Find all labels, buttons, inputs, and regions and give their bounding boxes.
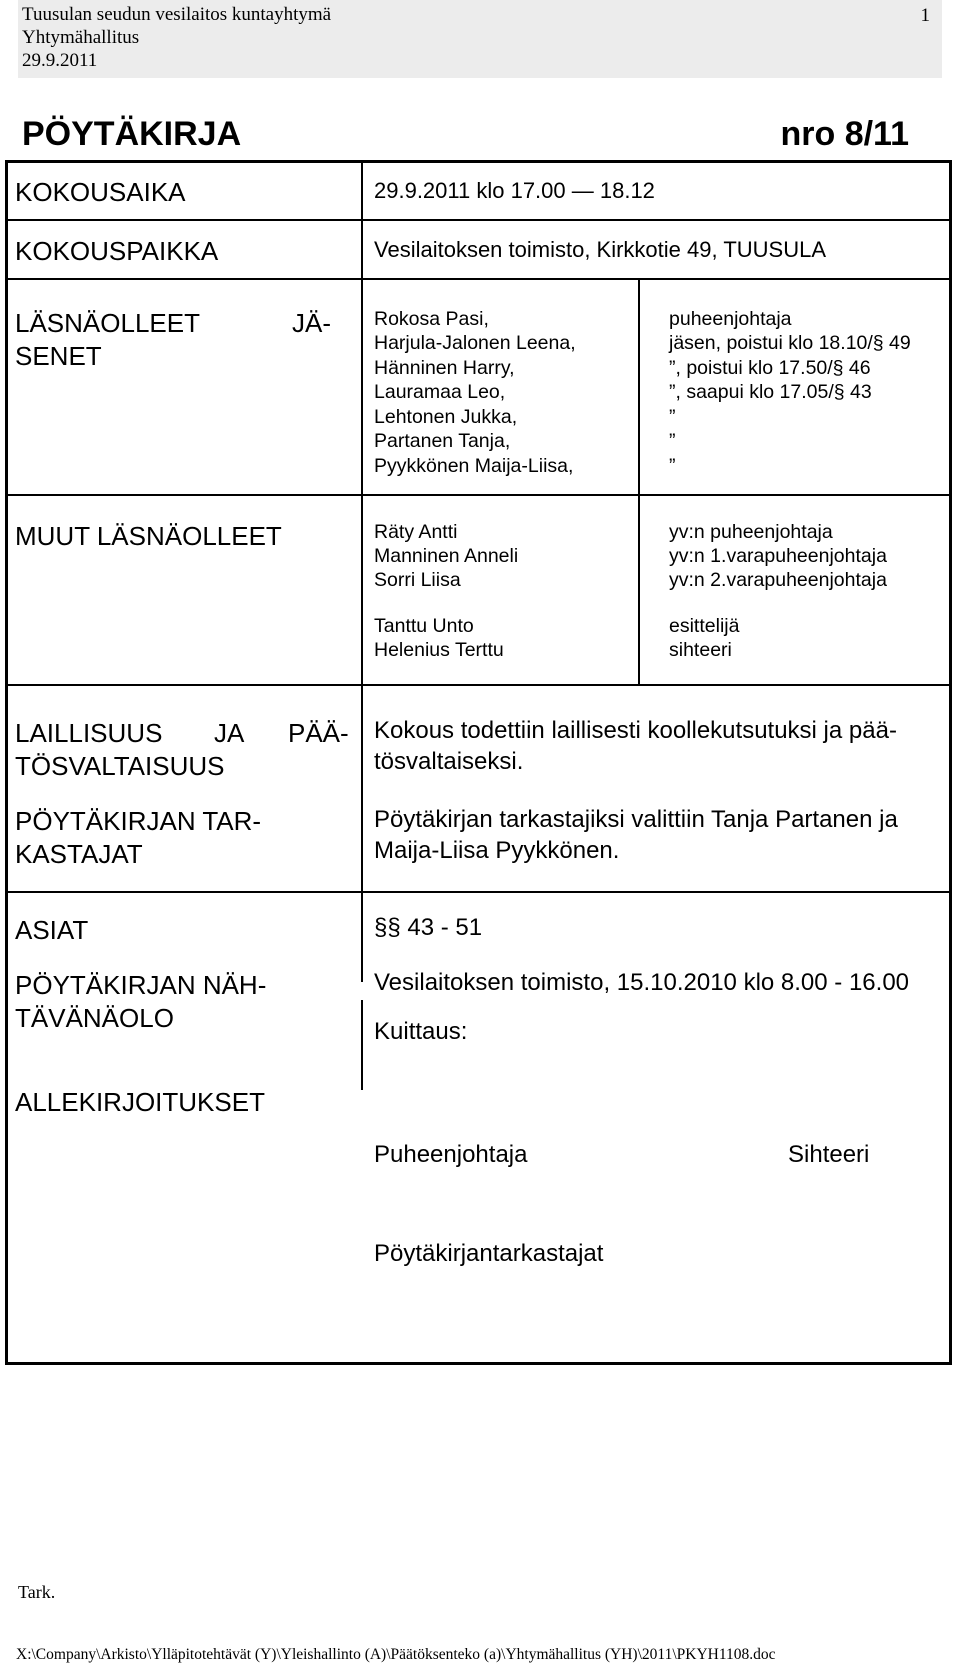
minutes-table [5,160,952,1365]
other-name: Tanttu Unto [374,615,474,637]
inspectors-text-line1: Pöytäkirjan tarkastajiksi valittiin Tanja Partanen ja [374,806,898,833]
member-name: Hänninen Harry, [374,357,515,379]
other-role: yv:n puheenjohtaja [669,521,833,543]
page-number: 1 [920,5,930,26]
member-role: jäsen, poistui klo 18.10/§ 49 [669,332,911,354]
organization-name: Tuusulan seudun vesilaitos kuntayhtymä [22,4,332,25]
column-divider [361,684,363,891]
meeting-place-value: Vesilaitoksen toimisto, Kirkkotie 49, TUUSULA [374,237,826,262]
members-label-hyphen: JÄ- [292,308,331,338]
member-role: ”, saapui klo 17.05/§ 43 [669,381,872,403]
other-role: yv:n 2.varapuheenjohtaja [669,569,887,591]
other-name: Sorri Liisa [374,569,461,591]
row-divider [8,891,949,893]
column-divider [361,1000,363,1090]
legality-label-line2: TÖSVALTAISUUS [15,751,225,781]
row-divider [8,278,949,280]
items-label: ASIAT [15,915,89,945]
members-label-line1: LÄSNÄOLLEET [15,308,200,338]
member-role: ”, poistui klo 17.50/§ 46 [669,357,871,379]
footer-note: Tark. [18,1582,56,1602]
other-role: sihteeri [669,639,732,661]
row-divider [8,494,949,496]
member-name: Pyykkönen Maija-Liisa, [374,455,574,477]
member-name: Rokosa Pasi, [374,308,489,330]
other-role: esittelijä [669,615,740,637]
members-label-line2: SENET [15,341,102,371]
member-role: puheenjohtaja [669,308,792,330]
member-name: Lauramaa Leo, [374,381,506,403]
display-value: Vesilaitoksen toimisto, 15.10.2010 klo 8.00 - 16.00 [374,969,910,996]
header-date: 29.9.2011 [22,50,98,71]
meeting-place-label: KOKOUSPAIKKA [15,236,219,266]
file-path: X:\Company\Arkisto\Ylläpitotehtävät (Y)\Yleishallinto (A)\Päätöksenteko (a)\Yhtymähallitus (YH)\2011\PKYH1108.doc [16,1646,776,1663]
legality-text-line2: tösvaltaiseksi. [374,748,524,775]
inspectors-label-line2: KASTAJAT [15,839,143,869]
column-divider [361,891,363,982]
signature-inspectors: Pöytäkirjantarkastajat [374,1240,604,1267]
row-divider [8,219,949,221]
other-name: Manninen Anneli [374,545,519,567]
other-role: yv:n 1.varapuheenjohtaja [669,545,887,567]
member-name: Harjula-Jalonen Leena, [374,332,576,354]
governing-body: Yhtymähallitus [22,27,140,48]
member-role: ” [669,406,676,428]
document-number: nro 8/11 [780,115,909,153]
display-receipt: Kuittaus: [374,1018,468,1045]
signature-secretary: Sihteeri [788,1141,870,1168]
other-name: Räty Antti [374,521,458,543]
document-header [18,0,942,78]
legality-label-word1: LAILLISUUS [15,718,163,748]
legality-label-word2: JA [214,718,245,748]
column-divider [361,163,363,278]
meeting-time-value: 29.9.2011 klo 17.00 — 18.12 [374,178,655,203]
row-divider [8,684,949,686]
signatures-label: ALLEKIRJOITUKSET [15,1087,265,1117]
document-title: PÖYTÄKIRJA [22,115,242,153]
meeting-time-label: KOKOUSAIKA [15,177,186,207]
inspectors-text-line2: Maija-Liisa Pyykkönen. [374,837,620,864]
member-role: ” [669,455,676,477]
member-name: Partanen Tanja, [374,430,511,452]
display-label-line1: PÖYTÄKIRJAN NÄH- [15,970,267,1000]
others-label: MUUT LÄSNÄOLLEET [15,521,282,551]
inspectors-label-line1: PÖYTÄKIRJAN TAR- [15,806,262,836]
legality-label-word3: PÄÄ- [288,718,349,748]
legality-text-line1: Kokous todettiin laillisesti koollekutsutuksi ja pää- [374,717,897,744]
member-name: Lehtonen Jukka, [374,406,518,428]
other-name: Helenius Terttu [374,639,504,661]
column-divider [638,278,640,684]
member-role: ” [669,430,676,452]
signature-chair: Puheenjohtaja [374,1141,528,1168]
items-value: §§ 43 - 51 [374,914,483,941]
column-divider [361,278,363,684]
display-label-line2: TÄVÄNÄOLO [15,1003,174,1033]
